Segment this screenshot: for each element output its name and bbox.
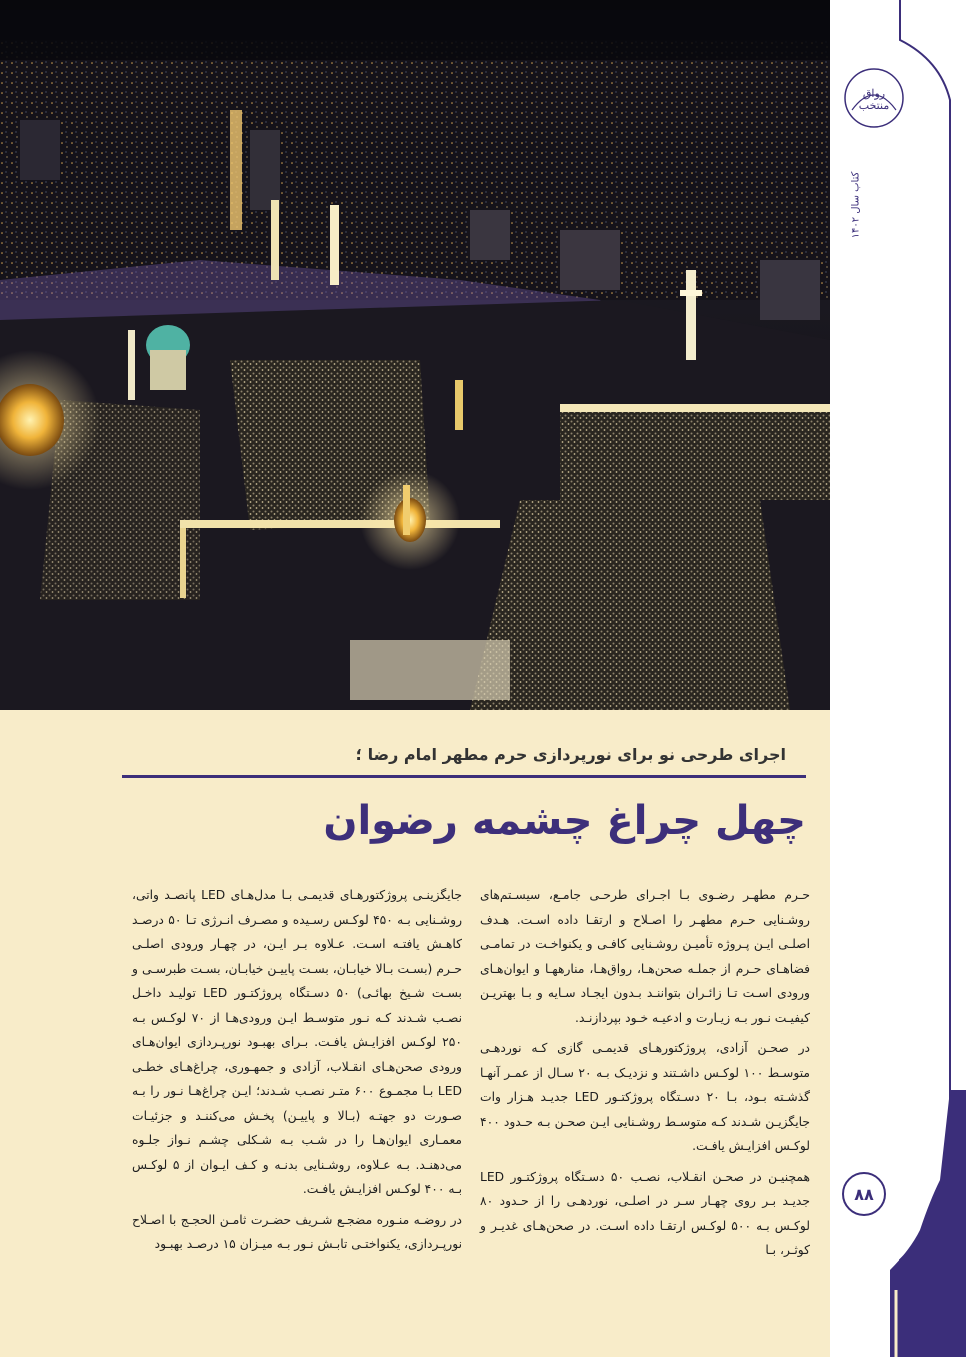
paragraph: حـرم مطهـر رضـوی بـا اجـرای طرحـی جامـع، سیسـتم‌های روشـنایی حـرم مطهـر را اصـلاح و ارتقـا داده اسـت. هـدف اصلـی ایـن پـروژه تأمیـن روشـنایی کافـی و یکنواخـت در تمامـی فضاهـای حـرم از جملـه صحن‌هـا، رواق‌هـا، منارههـا و ایوان‌هـای ورودی اسـت تـا زائـران بتواننـد بـدون ایجـاد سـایه و بـا بهتریـن کیفیـت نـور بـه زیـارت و ادعیـه خـود بپردازنـد. [480, 888, 810, 1025]
paragraph: همچنیـن در صحـن انقـلاب، نصـب ۵۰ دسـتگاه پروژکتـور LED جدیـد بـر روی چهـار سـر در اصلـی، نوردهـی را از حـدود ۸۰ لوکـس بـه ۵۰۰ لوکـس ارتقـا داده اسـت. در صحن‌هـای غدیـر و کوثـر، بـا [480, 1169, 811, 1257]
magazine-logo-text: رواق منتخب [858, 87, 890, 113]
article-column-left [132, 883, 462, 1263]
paragraph: جایگزینـی پروژکتورهـای قدیمـی بـا مدل‌هـای LED پانصـد واتی، روشـنایی بـه ۴۵۰ لوکـس رسـیده و مصـرف انـرژی تـا ۵۰ درصـد کاهـش یافتـه اسـت. عـلاوه بـر ایـن، در چهـار ورودی اصلـی حـرم (بسـت بـالا خیابـان، بسـت پاییـن خیابـان، بسـت طبرسـی و بسـت شـیخ بهائـی) ۵۰ دسـتگاه پروژکتـور LED تولیـد داخـل نصـب شـدند کـه نـور متوسـط ایـن ورودی‌هـا از ۷۰ لوکـس بـه ۲۵۰ لوکـس افزایـش یافـت. بـرای بهبـود نورپـردازی ایوان‌هـای ورودی صحن‌هـای انقـلاب، آزادی و جمهـوری، چراغ‌هـای خطـی LED بـا مجمـوع ۶۰۰ متـر نصـب شـدند؛ ایـن چراغ‌هـا نـور را بـه صـورت دو جهتـه (بـالا و پاییـن) پخـش می‌کننـد و جزئیـات معمـاری ایوان‌هـا را در شـب بـه شـکلی چشـم نـواز جلـوه می‌دهنـد. بـه عـلاوه، روشـنایی بدنـه و کـف ایـوان از ۵ لوکـس بـه ۴۰۰ لوکـس افزایـش یافـت. [132, 888, 463, 1196]
page-number: ۸۸ [842, 1172, 886, 1216]
book-label-text: کتاب سال ۱۴۰۲ [850, 171, 862, 239]
paragraph: در صحـن آزادی، پروژکتورهـای قدیمـی گازی کـه نوردهـی متوسـط ۱۰۰ لوکـس داشـتند و نزدیـک بـه ۲۰ سـال از عمـر آنهـا گذشـته بـود، بـا ۲۰ دسـتگاه پروژکتـور LED جدیـد هـزار وات جایگزیـن شـدند کـه متوسـط روشـنایی ایـن صحـن بـه حـدود ۴۰۰ لوکـس افزایـش یافـت. [480, 1041, 811, 1153]
article-title: چهل چراغ چشمه رضوان [323, 798, 806, 844]
article-column-right [480, 883, 810, 1269]
paragraph: در روضـه منـوره مضجـع شـریف حضـرت ثامـن الحجـج با اصـلاح نورپـردازی، یکنواختـی تابـش نـور بـه میـزان ۱۵ درصـد بهبـود [132, 1212, 462, 1251]
article-kicker: اجرای طرحی نو برای نورپردازی حرم مطهر امام رضا ؛ [355, 745, 786, 764]
shrine-night-photo [0, 0, 830, 710]
title-divider [122, 775, 806, 778]
book-label [846, 150, 866, 260]
photo-illustration [0, 0, 830, 710]
